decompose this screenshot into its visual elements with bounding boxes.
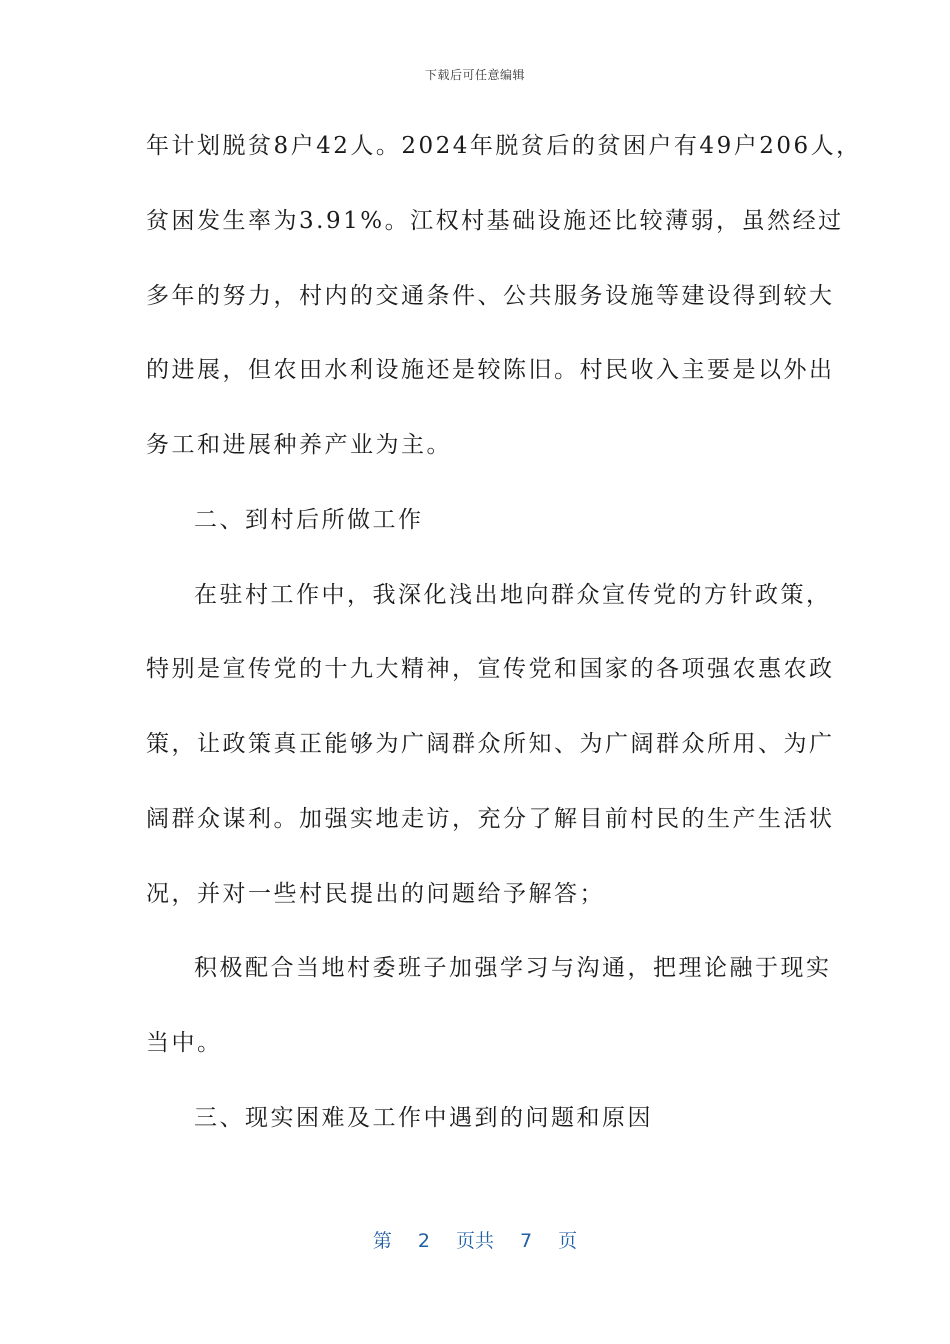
body-line: 年计划脱贫8户42人。2024年脱贫后的贫困户有49户206人，	[146, 133, 862, 159]
footer-total-pages: 7	[520, 1230, 533, 1252]
footer-di: 第	[372, 1230, 392, 1252]
body-line: 况，并对一些村民提出的问题给予解答；	[146, 881, 605, 907]
body-line: 阔群众谋利。加强实地走访，充分了解目前村民的生产生活状	[146, 806, 835, 832]
page-footer	[0, 1226, 950, 1253]
body-line: 务工和进展种养产业为主。	[146, 432, 452, 458]
section-heading: 二、到村后所做工作	[194, 507, 424, 533]
footer-current-page: 2	[417, 1230, 430, 1252]
body-line: 当中。	[146, 1030, 223, 1056]
body-line: 特别是宣传党的十九大精神，宣传党和国家的各项强农惠农政	[146, 656, 835, 682]
body-line: 多年的努力，村内的交通条件、公共服务设施等建设得到较大	[146, 283, 835, 309]
body-line: 的进展，但农田水利设施还是较陈旧。村民收入主要是以外出	[146, 357, 835, 383]
section-heading: 三、现实困难及工作中遇到的问题和原因	[194, 1105, 653, 1131]
footer-ye-gong: 页共	[455, 1230, 494, 1252]
body-line: 策，让政策真正能够为广阔群众所知、为广阔群众所用、为广	[146, 731, 835, 757]
body-line: 积极配合当地村委班子加强学习与沟通，把理论融于现实	[194, 955, 832, 981]
body-line: 贫困发生率为3.91%。江权村基础设施还比较薄弱，虽然经过	[146, 208, 844, 234]
body-line: 在驻村工作中，我深化浅出地向群众宣传党的方针政策，	[194, 582, 832, 608]
header-note: 下载后可任意编辑	[424, 68, 525, 82]
footer-ye: 页	[558, 1230, 578, 1252]
